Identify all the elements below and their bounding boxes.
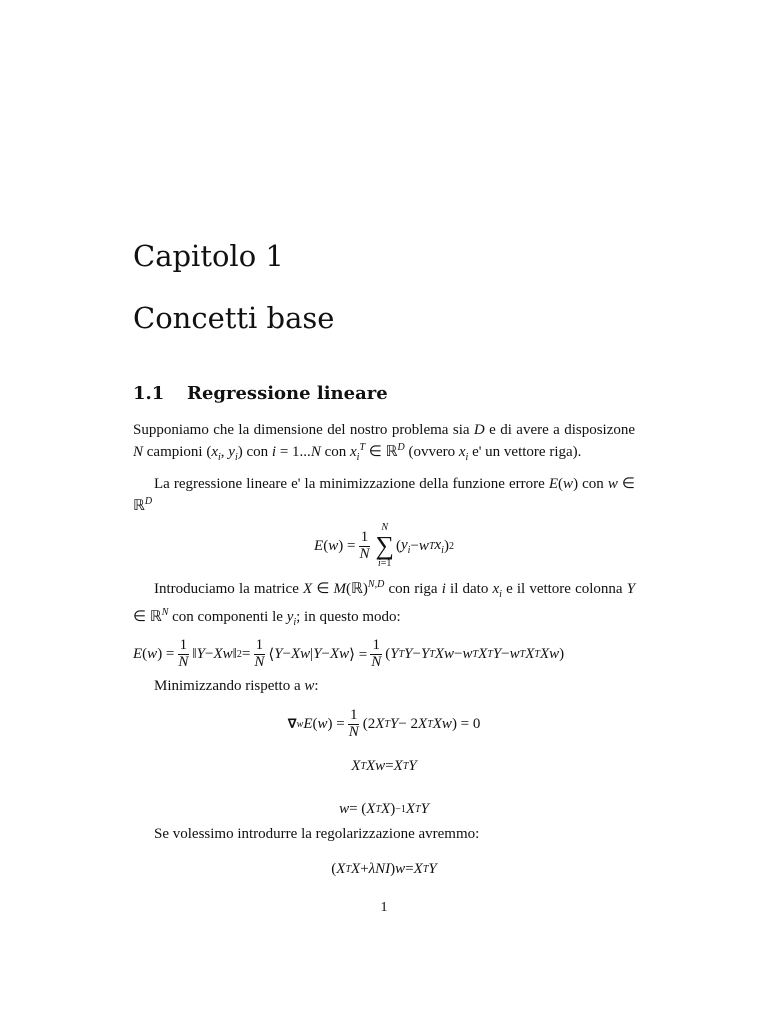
paragraph-regularization: Se volessimo introdurre la regolarizzazione avremmo: xyxy=(154,826,480,842)
section-heading xyxy=(133,385,388,403)
equation-regularized: ( X T X + λNI ) w = X T Y xyxy=(331,860,437,877)
chapter-number: Capitolo 1 xyxy=(133,239,284,273)
chapter-title: Concetti base xyxy=(133,301,335,335)
paragraph-intro: Supponiamo che la dimensione del nostro problema sia D e di avere a disposizone N campioni ($x_i$, $y_i$) con i = 1...N con $x_i^T$ ∈ ℝ$^D$ (ovvero $x_i$ e' un vettore riga). xyxy=(133,422,636,463)
section-title: Regressione lineare xyxy=(187,383,388,404)
paragraph-minimize: Minimizzando rispetto a w: xyxy=(154,678,319,694)
equation-gradient: ∇ w E ( w ) = $\frac{1}{N}$ (2 X T Y − 2 X T Xw ) = 0 xyxy=(287,706,481,740)
equation-normal: X T Xw = X T Y xyxy=(351,757,417,774)
page-number: 1 xyxy=(380,900,388,915)
paragraph-regression: La regressione lineare e' la minimizzazione della funzione errore E(w) con w ∈ ℝ$^D$ xyxy=(133,476,635,514)
paragraph-matrix: Introduciamo la matrice X ∈ M(ℝ)$^{N,D}$ con riga i il dato $x_i$ e il vettore colonna Y ∈ ℝ$^N$ con componenti le $y_i$; in questo modo: xyxy=(133,579,636,628)
equation-error-function: E ( w ) = $\frac{1}{N}$ N ∑ i=1 ( $y_i$ − w T $x_i$ ) 2 xyxy=(314,522,454,569)
equation-matrix-form: E ( w ) = $\frac{1}{N}$ ‖ Y − Xw ‖ 2 = $\frac{1}{N}$ ⟨ Y − Xw | Y − Xw ⟩ = $\frac{1}{N}$ ( Y T Y − Y T Xw − w T X T Y − w T X T Xw ) xyxy=(133,636,565,670)
equation-solution: w = ( X T X ) −1 X T Y xyxy=(339,800,429,817)
section-number: 1.1 xyxy=(133,383,165,404)
